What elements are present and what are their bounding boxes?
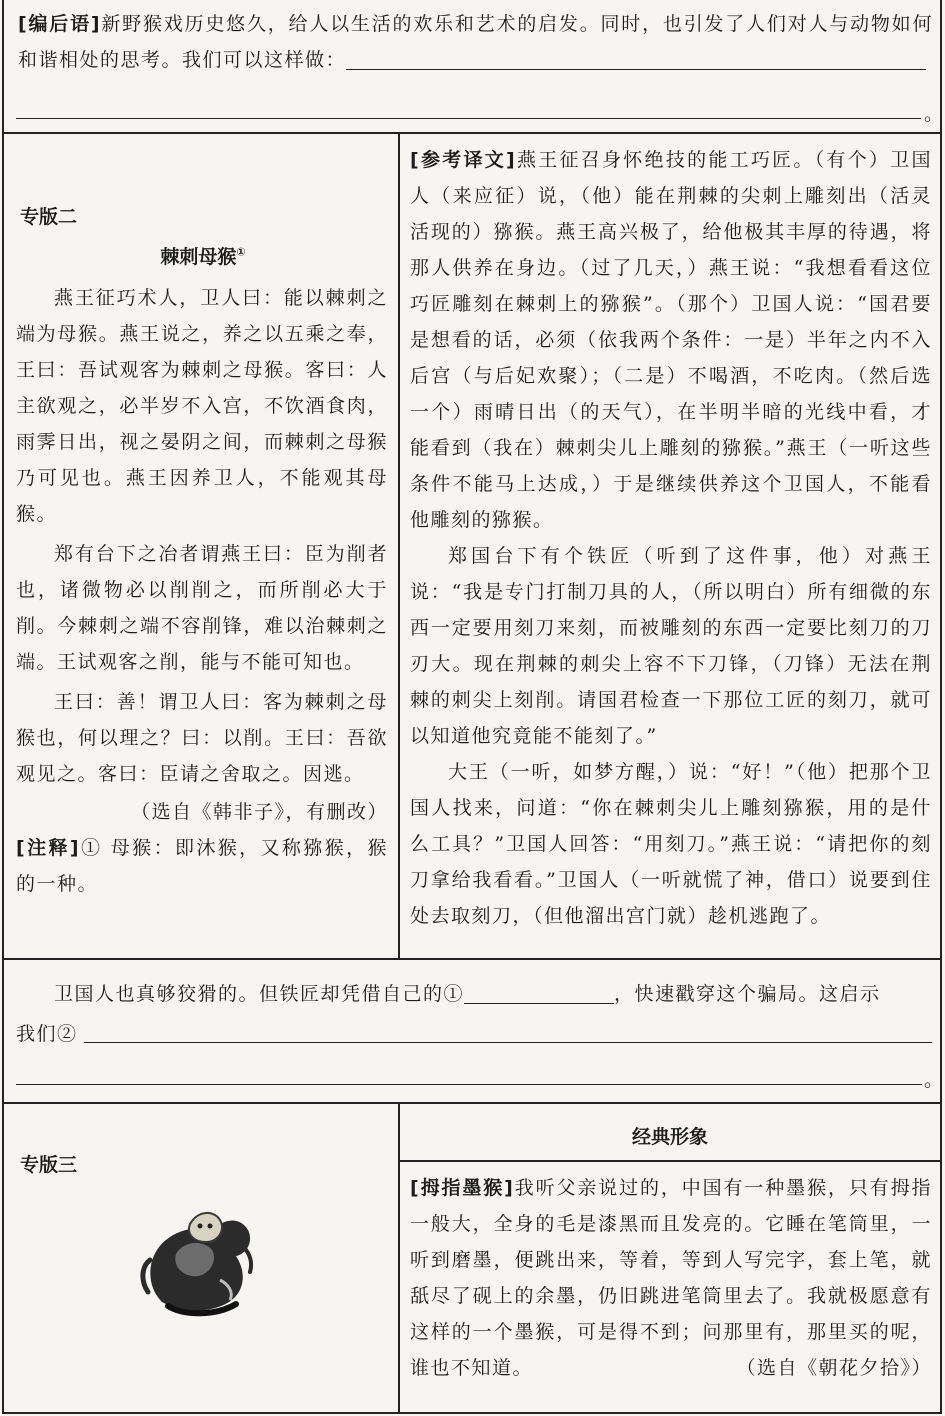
section2-title: 棘刺母猴: [160, 246, 237, 268]
original-paragraph-1: 燕王征巧术人，卫人曰：能以棘刺之端为母猴。燕王说之，养之以五乘之奉，王曰：吾试观客为棘刺之母猴。客曰：人主欲观之，必半岁不入宫，不饮酒食肉，雨霁日出，视之晏阴之间，而棘刺之母猴乃可见也。燕王因养卫人，不能观其母猴。: [16, 287, 388, 525]
fill-text-2: ，快速戳穿这个骗局。这启示: [614, 983, 881, 1005]
end-mark-fill: 。: [924, 1069, 945, 1091]
fill-text-3: 我们②: [16, 1023, 78, 1045]
translation-tag: [参考译文]: [410, 149, 517, 171]
section2-translation: [410, 142, 932, 934]
original-paragraph-3: 王曰：善！谓卫人曰：客为棘刺之母猴也，何以理之？曰：以削。王曰：吾欲观见之。客曰：臣请之舍取之。因逃。: [16, 691, 388, 785]
section3-source: （选自《朝花夕拾》）: [736, 1357, 932, 1379]
editor-note-text: 新野猴戏历史悠久，给人以生活的欢乐和艺术的启发。同时，也引发了人们对人与动物如何和谐相处的思考。我们可以这样做：: [18, 13, 933, 71]
section2-original: [16, 280, 388, 902]
end-mark-top: 。: [924, 103, 945, 125]
editor-note-tag: [编后语]: [18, 13, 102, 35]
translation-paragraph-1: 燕王征召身怀绝技的能工巧匠。（有个）卫国人（来应征）说，（他）能在荆棘的尖刺上雕刻出（活灵活现的）猕猴。燕王高兴极了，给他极其丰厚的待遇，将那人供养在身边。（过了几天，）燕王说：“我想看看这位巧匠雕刻在棘刺上的猕猴”。（那个）卫国人说：“国君要是想看的话，必须（依我两个条件：一是）半年之内不入后宫（与后妃欢聚）；（二是）不喝酒，不吃肉。（然后选一个）雨晴日出（的天气），在半明半暗的光线中看，才能看到（我在）棘刺尖儿上雕刻的猕猴。”燕王（一听这些条件不能马上达成，）于是继续供养这个卫国人，不能看他雕刻的猕猴。: [410, 149, 932, 531]
translation-paragraph-2: 郑国台下有个铁匠（听到了这件事，他）对燕王说：“我是专门打制刀具的人，（所以明白）所有细微的东西一定要用刻刀来刻，而被雕刻的东西一定要比刻刀的刀刃大。现在荆棘的刺尖上容不下刀锋，（刀锋）无法在荆棘的刺尖上刻削。请国君检查一下那位工匠的刻刀，就可以知道他究竟能不能刻了。”: [410, 545, 932, 747]
ink-monkey-illustration: [124, 1184, 274, 1334]
original-note: [16, 830, 388, 902]
section3-tag: [拇指墨猴]: [410, 1177, 515, 1199]
original-source: （选自《韩非子》，有删改）: [130, 801, 388, 823]
original-paragraph-2: 郑有台下之冶者谓燕王曰：臣为削者也，诸微物必以削削之，而所削必大于削。今棘刺之端不容削锋，难以治棘刺之端。王试观客之削，能与不能可知也。: [16, 543, 388, 673]
section3-right-title: 经典形象: [631, 1126, 708, 1148]
note-text: ① 母猴：即沐猴，又称猕猴，猴的一种。: [16, 837, 389, 895]
section2-title-wrap: [18, 242, 388, 269]
section3-text: 我听父亲说过的，中国有一种墨猴，只有拇指一般大，全身的毛是漆黑而且发亮的。它睡在笔筒里，一听到磨墨，便跳出来，等着，等到人写完字，套上笔，就舐尽了砚上的余墨，仍旧跳进笔筒里去了。我就极愿意有这样的一个墨猴，可是得不到；问那里有，那里买的呢，谁也不知道。: [410, 1177, 932, 1379]
divider-1: [2, 132, 942, 134]
answer-blank-top-1[interactable]: [346, 47, 926, 70]
answer-line-2a[interactable]: [84, 1042, 932, 1043]
section2-title-note: ①: [236, 245, 246, 259]
divider-2: [2, 958, 942, 960]
editor-note: [18, 6, 933, 78]
translation-paragraph-3: 大王（一听，如梦方醒，）说：“好！”（他）把那个卫国人找来，问道：“你在棘刺尖儿上雕刻猕猴，用的是什么工具？”卫国人回答：“用刻刀。”燕王说：“请把你的刻刀拿给我看看。”卫国人（一听就慌了神，借口）说要到住处去取刻刀，（但他溜出宫门就）趁机逃跑了。: [410, 761, 932, 927]
column-divider-2: [398, 132, 400, 958]
fill-question: [16, 976, 934, 1012]
note-tag: [注释]: [16, 837, 81, 859]
answer-line-top-2[interactable]: [16, 118, 921, 119]
section3-text-block: [410, 1170, 932, 1386]
answer-blank-1[interactable]: [464, 981, 614, 1004]
section2-label: 专版二: [20, 206, 78, 228]
divider-4: [400, 1160, 942, 1162]
divider-3: [2, 1102, 942, 1104]
section3-label: 专版三: [20, 1154, 78, 1176]
answer-line-2b[interactable]: [16, 1084, 922, 1085]
fill-text-1: 卫国人也真够狡猾的。但铁匠却凭借自己的①: [54, 983, 465, 1005]
